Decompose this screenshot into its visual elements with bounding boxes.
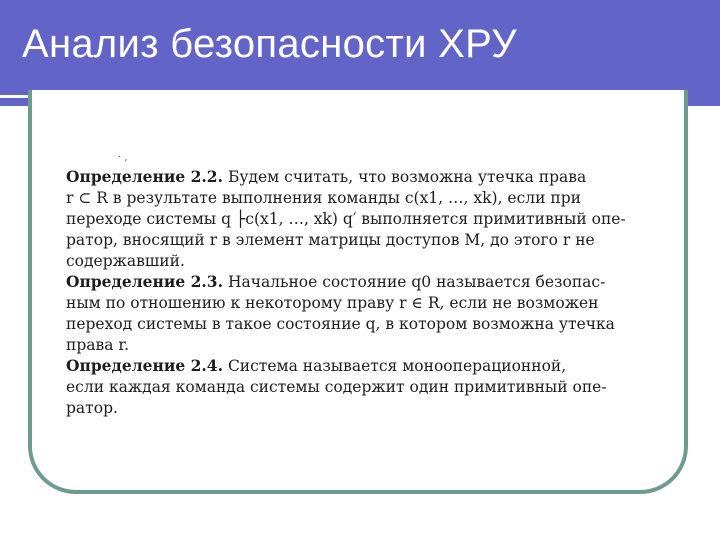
definition-2-3-line-3: переход системы в такое состояние q, в котором возможна утечка: [66, 315, 615, 333]
definition-2-3: [66, 271, 654, 356]
definition-2-2-line-1: Будем считать, что возможна утечка права: [227, 168, 587, 186]
scan-artifact: · ,: [118, 152, 128, 163]
definition-2-4-heading: Определение 2.4.: [66, 356, 223, 375]
definition-2-2-heading: Определение 2.2.: [66, 167, 223, 186]
definition-2-3-first-line: [66, 271, 654, 293]
definition-2-2: [66, 166, 654, 272]
definition-2-4-line-2: если каждая команда системы содержит один примитивный опе-: [66, 378, 607, 396]
definition-2-4-line-1: Система называется монооперационной,: [227, 357, 567, 375]
definition-2-3-heading: Определение 2.3.: [66, 272, 223, 291]
definition-2-3-line-2: ным по отношению к некоторому праву r ∈ R, если не возможен: [66, 294, 599, 312]
definition-2-2-first-line: [66, 166, 654, 188]
definition-2-4: [66, 355, 654, 419]
definition-2-2-line-4: ратор, вносящий r в элемент матрицы доступов M, до этого r не: [66, 231, 595, 249]
definition-2-2-line-3: переходе системы q ├c(x1, …, xk) q′ выполняется примитивный опе-: [66, 210, 626, 228]
slide-title: Анализ безопасности ХРУ: [22, 22, 517, 66]
definition-2-4-first-line: [66, 355, 654, 377]
definition-2-3-line-1: Начальное состояние q0 называется безопас-: [227, 273, 606, 291]
definition-2-4-line-3: ратор.: [66, 399, 118, 417]
definition-2-2-line-5: содержавший.: [66, 252, 185, 270]
definition-2-3-line-4: права r.: [66, 336, 130, 354]
definition-2-2-line-2: r ⊂ R в результате выполнения команды c(x1, …, xk), если при: [66, 189, 581, 207]
